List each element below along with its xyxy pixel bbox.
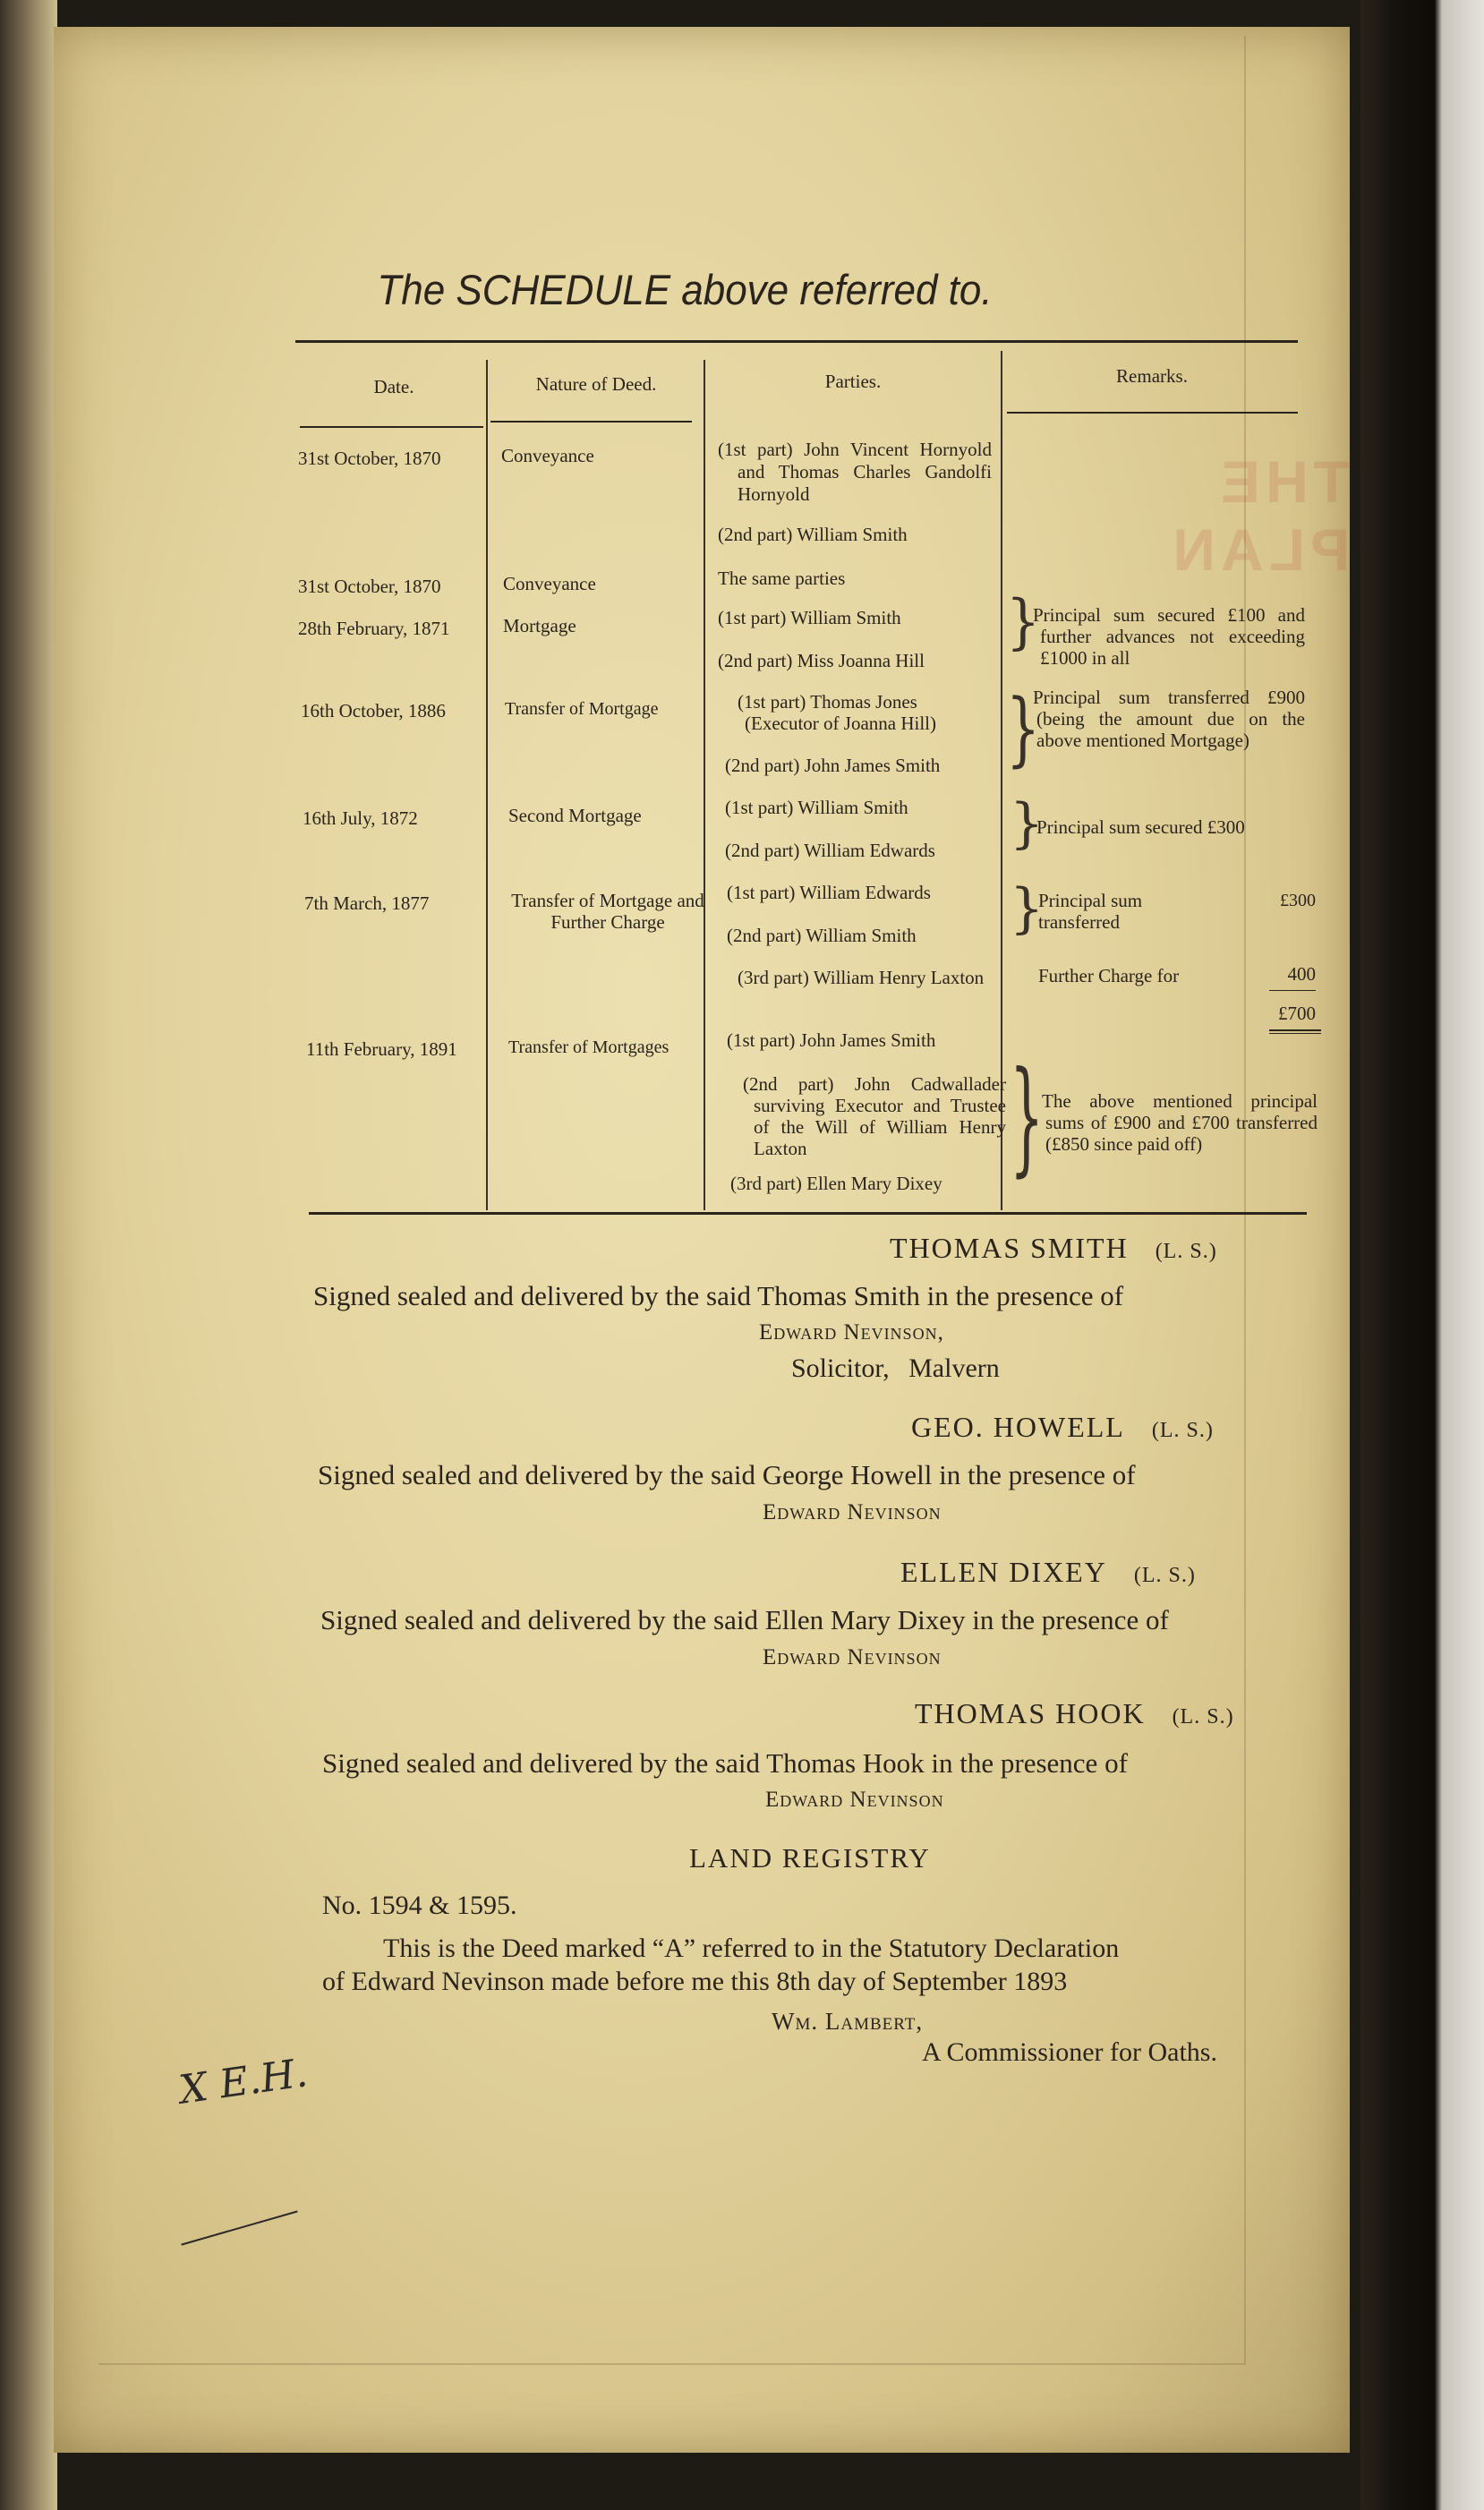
row-4-remarks: Principal sum transferred £900 (being the amount due on the above mentioned Mortgage) (1033, 687, 1305, 751)
book-binding-right (1360, 0, 1484, 2510)
remarks-brace-1: } (1006, 587, 1041, 657)
seal-marker: (L. S.) (1151, 1419, 1214, 1442)
header-rule-nature (490, 421, 692, 423)
sum-rule (1269, 990, 1316, 991)
witness-name: Edward Nevinson, (759, 1320, 944, 1345)
header-rule-remarks (1007, 412, 1298, 414)
row-6-remarks-principal-amount: £300 (1280, 891, 1316, 910)
row-7-remarks: The above mentioned principal sums of £900 and £700 transferred (£850 since paid off) (1042, 1090, 1318, 1155)
remarks-brace-2: } (1006, 682, 1041, 777)
witness-name: Edward Nevinson (763, 1500, 942, 1524)
seal-marker: (L. S.) (1133, 1564, 1196, 1587)
book-binding-left (0, 0, 57, 2510)
row-3-remarks: Principal sum secured £100 and further advances not exceeding £1000 in all (1033, 604, 1305, 669)
row-1-party-1: (1st part) John Vincent Hornyold and Thomas Charles Gandolfi Hornyold (718, 439, 992, 505)
row-4-party-2: (2nd part) John James Smith (725, 755, 941, 776)
signing-line: Signed sealed and delivered by the said Thomas Hook in the presence of (322, 1747, 1128, 1779)
signatory-name: ELLEN DIXEY (L. S.) (900, 1556, 1196, 1588)
total-double-rule-2 (1269, 1033, 1321, 1034)
witness-name: Edward Nevinson (763, 1645, 942, 1669)
row-3-party-1: (1st part) William Smith (718, 607, 901, 628)
row-2-party-1: The same parties (718, 568, 846, 589)
remarks-brace-5: } (1010, 1046, 1045, 1191)
row-3-nature: Mortgage (503, 615, 576, 636)
row-5-remarks: Principal sum secured £300 (1036, 816, 1245, 838)
row-1-date: 31st October, 1870 (298, 448, 441, 469)
table-bottom-rule (309, 1212, 1307, 1215)
seal-marker: (L. S.) (1172, 1705, 1234, 1729)
row-5-party-2: (2nd part) William Edwards (725, 840, 935, 861)
handwritten-marks: X E.H. (176, 2050, 311, 2113)
row-6-remarks-principal-label: Principal sum transferred (1038, 890, 1143, 933)
registry-number: No. 1594 & 1595. (322, 1891, 517, 1920)
column-divider-1 (486, 360, 488, 1210)
row-7-nature: Transfer of Mortgages (508, 1037, 670, 1057)
signing-line: Signed sealed and delivered by the said George Howell in the presence of (318, 1459, 1136, 1490)
total-double-rule-1 (1269, 1029, 1321, 1031)
commissioner-name: Wm. Lambert, (772, 2008, 924, 2035)
declaration-line-2: of Edward Nevinson made before me this 8th day of September 1893 (322, 1967, 1068, 1996)
land-registry-heading: LAND REGISTRY (689, 1842, 931, 1874)
header-rule-date (300, 426, 483, 428)
row-5-date: 16th July, 1872 (303, 807, 418, 829)
column-divider-2 (704, 360, 705, 1210)
row-5-party-1: (1st part) William Smith (725, 797, 908, 818)
row-6-remarks-total: £700 (1278, 1003, 1316, 1024)
row-6-remarks-further-amount: 400 (1287, 963, 1316, 985)
witness-occupation: Solicitor, Malvern (791, 1353, 1000, 1383)
row-3-date: 28th February, 1871 (298, 618, 450, 639)
row-6-party-3: (3rd part) William Henry Laxton (738, 967, 985, 988)
row-2-date: 31st October, 1870 (298, 576, 441, 597)
schedule-title: The SCHEDULE above referred to. (377, 267, 993, 314)
ghost-stamp-bleedthrough: THE PLAN (1167, 448, 1350, 583)
remarks-brace-4: } (1010, 877, 1045, 940)
row-1-nature: Conveyance (501, 445, 594, 466)
row-6-nature: Transfer of Mortgage and Further Charge (511, 890, 704, 933)
row-7-party-2: (2nd part) John Cadwallader surviving Executor and Trustee of the Will of William Henry Laxton (743, 1073, 1006, 1159)
remarks-brace-3: } (1010, 792, 1045, 855)
row-6-remarks-further-label: Further Charge for (1038, 965, 1180, 986)
seal-marker: (L. S.) (1155, 1240, 1217, 1263)
row-3-party-2: (2nd part) Miss Joanna Hill (718, 650, 925, 671)
column-header-remarks: Remarks. (1116, 365, 1188, 387)
row-6-party-1: (1st part) William Edwards (727, 882, 931, 903)
row-6-date: 7th March, 1877 (304, 892, 430, 914)
signatory-name: THOMAS SMITH (L. S.) (890, 1232, 1217, 1264)
signing-line: Signed sealed and delivered by the said Ellen Mary Dixey in the presence of (320, 1604, 1169, 1635)
signatory-name: GEO. HOWELL (L. S.) (911, 1411, 1214, 1443)
witness-name: Edward Nevinson (765, 1788, 944, 1812)
row-7-party-1: (1st part) John James Smith (727, 1029, 936, 1051)
declaration-line-1: This is the Deed marked “A” referred to in the Statutory Declaration (383, 1934, 1120, 1963)
row-4-date: 16th October, 1886 (301, 700, 446, 721)
column-header-date: Date. (373, 376, 414, 397)
row-2-nature: Conveyance (503, 573, 596, 594)
row-7-party-3: (3rd part) Ellen Mary Dixey (730, 1173, 942, 1194)
row-4-party-1: (1st part) Thomas Jones (Executor of Joanna Hill) (738, 691, 937, 734)
signatory-name: THOMAS HOOK (L. S.) (915, 1697, 1234, 1729)
row-1-party-2: (2nd part) William Smith (718, 524, 908, 545)
commissioner-title: A Commissioner for Oaths. (922, 2037, 1217, 2067)
column-header-parties: Parties. (824, 371, 882, 392)
column-header-nature: Nature of Deed. (535, 373, 657, 395)
row-6-party-2: (2nd part) William Smith (727, 925, 917, 946)
signing-line: Signed sealed and delivered by the said Thomas Smith in the presence of (313, 1280, 1124, 1311)
table-top-rule (295, 340, 1298, 343)
row-7-date: 11th February, 1891 (306, 1038, 457, 1060)
row-5-nature: Second Mortgage (508, 805, 642, 826)
row-4-nature: Transfer of Mortgage (505, 699, 659, 719)
